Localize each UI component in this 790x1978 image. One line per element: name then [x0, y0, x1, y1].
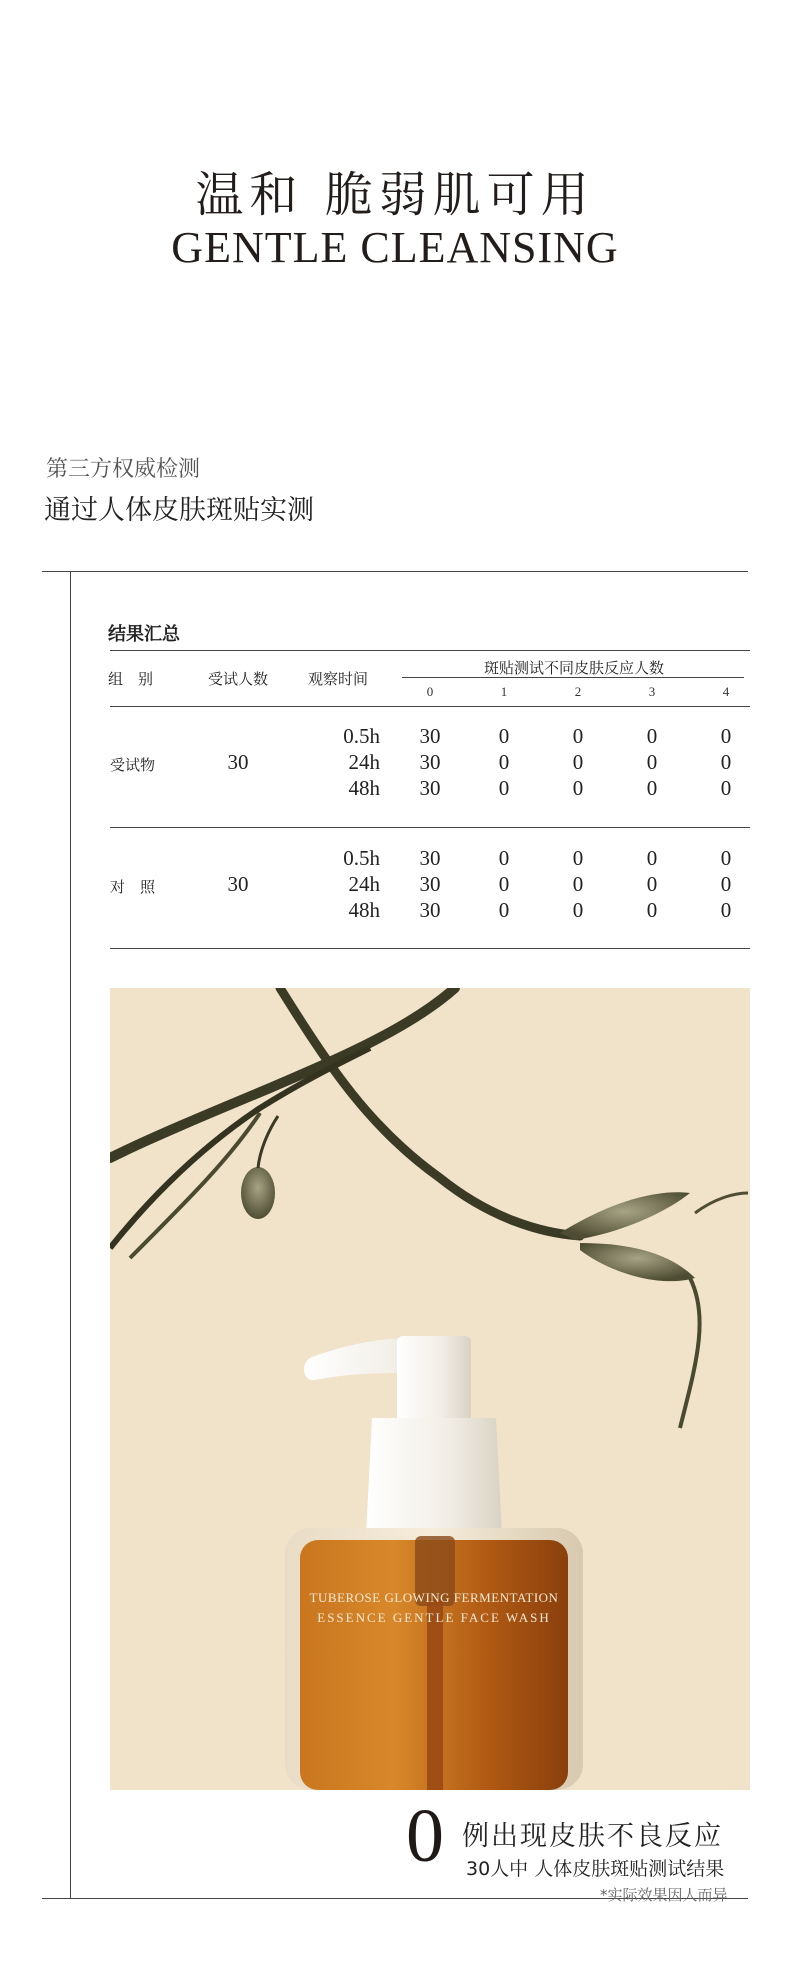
- count-cell: 0: [498, 776, 510, 800]
- count-cell: 0: [572, 724, 584, 748]
- count-cell: 30: [419, 846, 441, 870]
- col-header-reaction: 斑贴测试不同皮肤反应人数: [483, 659, 664, 677]
- count-cell: 0: [498, 846, 510, 870]
- count-cell: 0: [720, 846, 732, 870]
- table-header-rule: [110, 706, 750, 707]
- count-cell: 0: [572, 776, 584, 800]
- group-name-test: 受试物: [110, 756, 156, 774]
- reaction-level-3: 3: [648, 684, 656, 699]
- time-cell: 48h: [348, 898, 380, 922]
- time-cell: 48h: [348, 776, 380, 800]
- count-cell: 0: [720, 724, 732, 748]
- table-top-rule: [110, 650, 750, 651]
- count-cell: 0: [646, 898, 658, 922]
- group-divider-rule: [110, 827, 750, 828]
- page-title: 温和 脆弱肌可用: [195, 167, 595, 223]
- count-cell: 0: [572, 846, 584, 870]
- count-cell: 0: [646, 872, 658, 896]
- count-cell: 30: [419, 872, 441, 896]
- col-header-time: 观察时间: [307, 670, 368, 688]
- time-cell: 24h: [348, 750, 380, 774]
- test-authority-label: 第三方权威检测: [46, 457, 201, 482]
- no-adverse-reaction-caption: 例出现皮肤不良反应: [462, 1821, 723, 1852]
- count-cell: 0: [498, 872, 510, 896]
- product-photo: [110, 988, 750, 1790]
- time-cell: 0.5h: [343, 846, 380, 870]
- test-result-caption: 30人中 人体皮肤斑贴测试结果: [466, 1858, 725, 1880]
- bottle-label-line1: TUBEROSE GLOWING FERMENTATION: [309, 1590, 559, 1605]
- count-cell: 30: [419, 750, 441, 774]
- count-cell: 0: [720, 898, 732, 922]
- count-cell: 0: [572, 872, 584, 896]
- count-cell: 0: [720, 776, 732, 800]
- reaction-level-2: 2: [574, 684, 582, 699]
- count-cell: 0: [646, 846, 658, 870]
- product-illustration: [110, 988, 750, 1790]
- count-cell: 0: [720, 750, 732, 774]
- zero-cases-number: 0: [406, 1794, 444, 1878]
- count-cell: 0: [572, 750, 584, 774]
- count-cell: 0: [646, 750, 658, 774]
- reaction-level-0: 0: [426, 684, 434, 699]
- group-subjects-test: 30: [227, 750, 249, 774]
- count-cell: 0: [498, 724, 510, 748]
- frame-left-rule: [70, 571, 71, 1899]
- count-cell: 30: [419, 724, 441, 748]
- reaction-level-4: 4: [722, 684, 730, 699]
- count-cell: 0: [646, 776, 658, 800]
- count-cell: 0: [498, 750, 510, 774]
- time-cell: 0.5h: [343, 724, 380, 748]
- col-header-subjects: 受试人数: [207, 670, 268, 688]
- count-cell: 0: [646, 724, 658, 748]
- time-cell: 24h: [348, 872, 380, 896]
- disclaimer-note: *实际效果因人而异: [600, 1886, 728, 1904]
- page-subtitle-en: GENTLE CLEANSING: [171, 223, 619, 272]
- group-name-control: 对 照: [110, 878, 156, 896]
- reaction-header-rule: [402, 677, 744, 678]
- frame-top-rule: [42, 571, 748, 572]
- count-cell: 0: [498, 898, 510, 922]
- col-header-group: 组 别: [108, 670, 154, 688]
- table-bottom-rule: [110, 948, 750, 949]
- count-cell: 0: [572, 898, 584, 922]
- table-caption: 结果汇总: [108, 624, 180, 645]
- count-cell: 30: [419, 898, 441, 922]
- group-subjects-control: 30: [227, 872, 249, 896]
- reaction-level-1: 1: [500, 684, 508, 699]
- test-method-heading: 通过人体皮肤斑贴实测: [44, 495, 314, 526]
- bottle-label-line2: ESSENCE GENTLE FACE WASH: [317, 1610, 551, 1625]
- count-cell: 0: [720, 872, 732, 896]
- count-cell: 30: [419, 776, 441, 800]
